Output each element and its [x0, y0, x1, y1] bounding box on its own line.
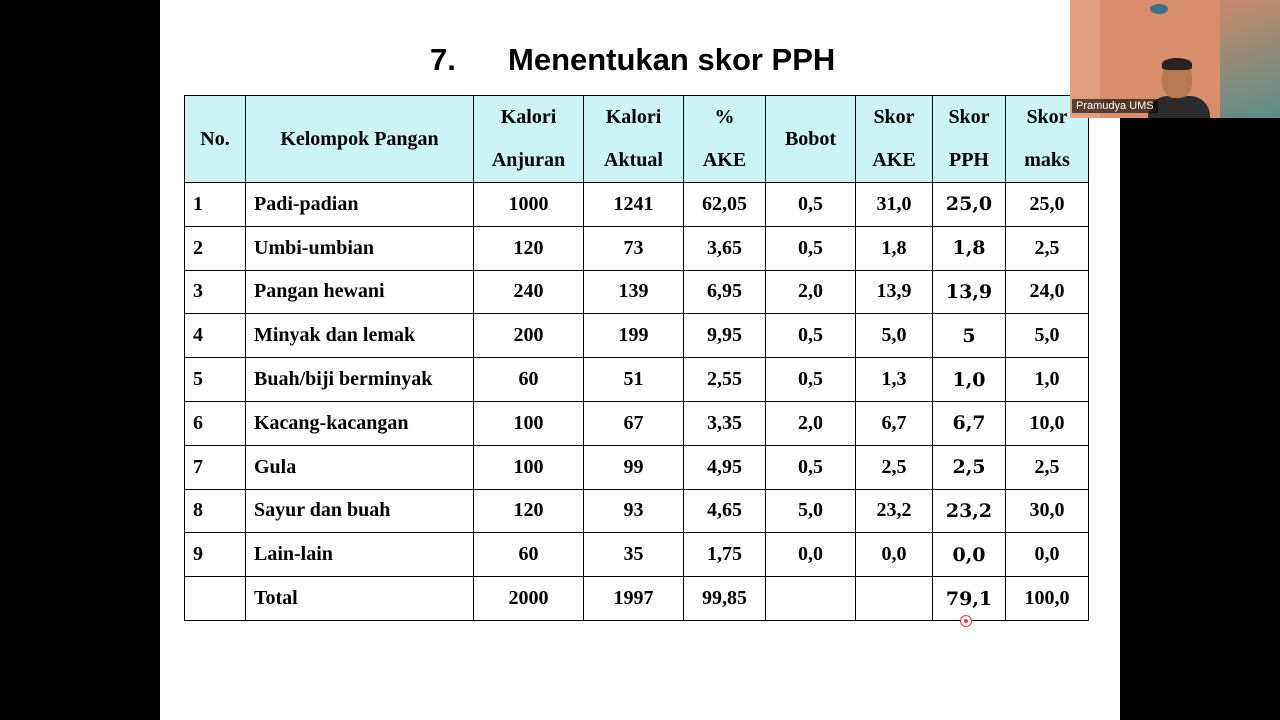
table-cell: 1,75	[684, 533, 766, 577]
table-header-cell	[584, 96, 684, 183]
table-cell: 0,0	[933, 533, 1006, 577]
slide-title	[160, 38, 1120, 84]
table-cell: 1,3	[856, 358, 933, 402]
table-header-cell	[856, 96, 933, 183]
header-text: Aktual	[604, 149, 663, 171]
header-text: Skor	[948, 106, 990, 128]
table-cell: 0,5	[766, 183, 856, 227]
table-header-cell	[246, 96, 474, 183]
table-cell: 10,0	[1006, 401, 1089, 445]
table-cell: 0,5	[766, 226, 856, 270]
table-cell: 99,85	[684, 577, 766, 621]
table-cell: 1,0	[933, 358, 1006, 402]
table-cell: Pangan hewani	[246, 270, 474, 314]
table-header-cell	[684, 96, 766, 183]
table-cell: 24,0	[1006, 270, 1089, 314]
table-cell: 120	[474, 226, 584, 270]
table-cell: 2	[185, 226, 246, 270]
table-cell: 3	[185, 270, 246, 314]
table-cell: 60	[474, 533, 584, 577]
participant-name-label: Pramudya UMS	[1072, 99, 1158, 113]
table-cell: 31,0	[856, 183, 933, 227]
table-cell: Kacang-kacangan	[246, 401, 474, 445]
table-cell: 1,0	[1006, 358, 1089, 402]
table-cell: 0,0	[766, 533, 856, 577]
table-cell: 2,5	[1006, 445, 1089, 489]
table-cell: 3,35	[684, 401, 766, 445]
table-cell: 199	[584, 314, 684, 358]
table-row	[185, 314, 1089, 358]
header-text: No.	[200, 127, 230, 150]
table-cell: 1	[185, 183, 246, 227]
table-cell: 0,5	[766, 314, 856, 358]
table-cell: 25,0	[933, 183, 1006, 227]
table-cell: 5,0	[1006, 314, 1089, 358]
laser-pointer-icon	[960, 615, 972, 627]
table-cell: 93	[584, 489, 684, 533]
table-row	[185, 533, 1089, 577]
table-header-cell	[185, 96, 246, 183]
table-cell: 2,0	[766, 401, 856, 445]
table-cell: 100	[474, 401, 584, 445]
table-cell: 4,65	[684, 489, 766, 533]
table-cell: 1241	[584, 183, 684, 227]
header-text: AKE	[702, 149, 747, 171]
table-cell: 67	[584, 401, 684, 445]
table-cell: 35	[584, 533, 684, 577]
table-cell: 6,7	[933, 401, 1006, 445]
table-row	[185, 226, 1089, 270]
table-row	[185, 445, 1089, 489]
header-text: Kalori	[605, 106, 662, 128]
table-cell: 2,55	[684, 358, 766, 402]
table-cell: 51	[584, 358, 684, 402]
header-text: AKE	[872, 149, 916, 171]
table-cell: 25,0	[1006, 183, 1089, 227]
table-cell: Buah/biji berminyak	[246, 358, 474, 402]
table-cell: Total	[246, 577, 474, 621]
table-cell	[766, 577, 856, 621]
table-cell: 0,0	[1006, 533, 1089, 577]
table-cell: 2,5	[856, 445, 933, 489]
table-cell: 0,0	[856, 533, 933, 577]
table-row	[185, 489, 1089, 533]
table-cell: 23,2	[856, 489, 933, 533]
slide-title-text: Menentukan skor PPH	[508, 42, 836, 77]
table-cell: 7	[185, 445, 246, 489]
header-text: maks	[1024, 149, 1070, 171]
pph-score-table	[184, 95, 1089, 621]
header-text: PPH	[949, 149, 989, 171]
table-cell: 13,9	[933, 270, 1006, 314]
table-cell: 79,1	[933, 577, 1006, 621]
table-cell: 200	[474, 314, 584, 358]
table-cell: Sayur dan buah	[246, 489, 474, 533]
table-total-row	[185, 577, 1089, 621]
table-cell: 5	[933, 314, 1006, 358]
table-cell: Gula	[246, 445, 474, 489]
table-cell: 3,65	[684, 226, 766, 270]
table-cell: 6	[185, 401, 246, 445]
table-cell: 60	[474, 358, 584, 402]
table-cell: 0,5	[766, 358, 856, 402]
table-cell: 2000	[474, 577, 584, 621]
table-cell: 5,0	[766, 489, 856, 533]
table-cell: 240	[474, 270, 584, 314]
table-row	[185, 401, 1089, 445]
header-text: Anjuran	[491, 149, 566, 171]
table-cell: 6,95	[684, 270, 766, 314]
table-cell: 100	[474, 445, 584, 489]
table-header-row	[185, 96, 1089, 183]
table-cell: 5	[185, 358, 246, 402]
table-cell: 2,0	[766, 270, 856, 314]
table-row	[185, 183, 1089, 227]
table-row	[185, 358, 1089, 402]
table-cell: 9,95	[684, 314, 766, 358]
table-header-cell	[474, 96, 584, 183]
table-cell: 23,2	[933, 489, 1006, 533]
table-cell: 1997	[584, 577, 684, 621]
table-cell: 100,0	[1006, 577, 1089, 621]
table-cell: 2,5	[1006, 226, 1089, 270]
header-text: Bobot	[784, 127, 837, 150]
table-cell: 62,05	[684, 183, 766, 227]
table-header-cell	[933, 96, 1006, 183]
table-cell: 1,8	[933, 226, 1006, 270]
table-cell: 6,7	[856, 401, 933, 445]
webcam-video-tile[interactable]	[1070, 0, 1280, 118]
table-cell: 99	[584, 445, 684, 489]
header-text: Kalori	[500, 106, 557, 128]
table-cell: 9	[185, 533, 246, 577]
table-cell: 73	[584, 226, 684, 270]
table-cell: 5,0	[856, 314, 933, 358]
table-cell: Minyak dan lemak	[246, 314, 474, 358]
slide-number: 7.	[430, 42, 456, 77]
table-cell: Umbi-umbian	[246, 226, 474, 270]
ceiling-lamp	[1150, 4, 1168, 14]
table-cell: 120	[474, 489, 584, 533]
table-row	[185, 270, 1089, 314]
header-text: %	[714, 106, 735, 128]
table-cell: 1,8	[856, 226, 933, 270]
table-cell: 4	[185, 314, 246, 358]
table-cell: 13,9	[856, 270, 933, 314]
table-cell	[856, 577, 933, 621]
table-cell: 1000	[474, 183, 584, 227]
table-cell: 139	[584, 270, 684, 314]
table-cell	[185, 577, 246, 621]
header-text: Kelompok Pangan	[280, 127, 439, 150]
table-cell: 2,5	[933, 445, 1006, 489]
table-cell: 0,5	[766, 445, 856, 489]
table-header-cell	[766, 96, 856, 183]
table-cell: 8	[185, 489, 246, 533]
header-text: Skor	[1026, 106, 1068, 128]
table-cell: 4,95	[684, 445, 766, 489]
table-cell: 30,0	[1006, 489, 1089, 533]
table-cell: Padi-padian	[246, 183, 474, 227]
header-text: Skor	[873, 106, 915, 128]
table-cell: Lain-lain	[246, 533, 474, 577]
